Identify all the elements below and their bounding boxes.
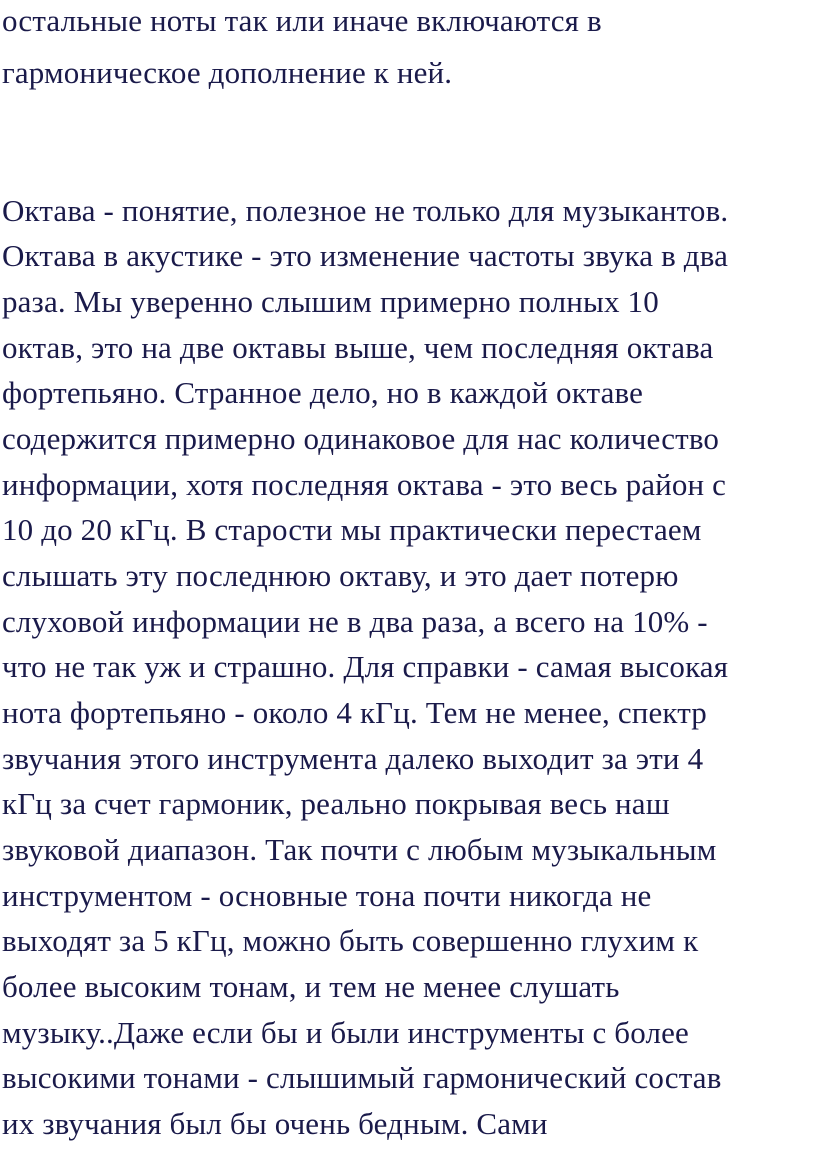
text-line: что не так уж и страшно. Для справки - самая высокая — [2, 649, 729, 684]
text-line: слышать эту последнюю октаву, и это дает потерю — [2, 558, 679, 593]
text-line: слуховой информации не в два раза, а всего на 10% - — [2, 604, 708, 639]
text-line: их звучания был бы очень бедным. Сами — [2, 1106, 548, 1141]
text-line: более высоким тонам, и тем не менее слушать — [2, 969, 620, 1004]
text-line: раза. Мы уверенно слышим примерно полных 10 — [2, 284, 659, 319]
text-line: нота фортепьяно - около 4 кГц. Тем не менее, спектр — [2, 695, 707, 730]
text-line: музыку..Даже если бы и были инструменты с более — [2, 1015, 689, 1050]
text-line: 10 до 20 кГц. В старости мы практически перестаем — [2, 512, 702, 547]
text-line: кГц за счет гармоник, реально покрывая весь наш — [2, 786, 670, 821]
text-line: информации, хотя последняя октава - это весь район с — [2, 467, 727, 502]
text-line: содержится примерно одинаковое для нас количество — [2, 421, 720, 456]
text-line: инструментом - основные тона почти никогда не — [2, 878, 652, 913]
text-line: звуковой диапазон. Так почти с любым музыкальным — [2, 832, 717, 867]
text-line: выходят за 5 кГц, можно быть совершенно глухим к — [2, 923, 699, 958]
text-line: Октава в акустике - это изменение частоты звука в два — [2, 238, 728, 273]
text-line: октав, это на две октавы выше, чем последняя октава — [2, 330, 714, 365]
text-line: звучания этого инструмента далеко выходит за эти 4 — [2, 741, 704, 776]
text-line: Октава - понятие, полезное не только для музыкантов. — [2, 193, 729, 228]
text-line: фортепьяно. Странное дело, но в каждой октаве — [2, 375, 643, 410]
text-line: остальные ноты так или иначе включаются в — [2, 3, 602, 38]
text-line: гармоническое дополнение к ней. — [2, 55, 453, 90]
text-line: высокими тонами - слышимый гармонический состав — [2, 1060, 722, 1095]
